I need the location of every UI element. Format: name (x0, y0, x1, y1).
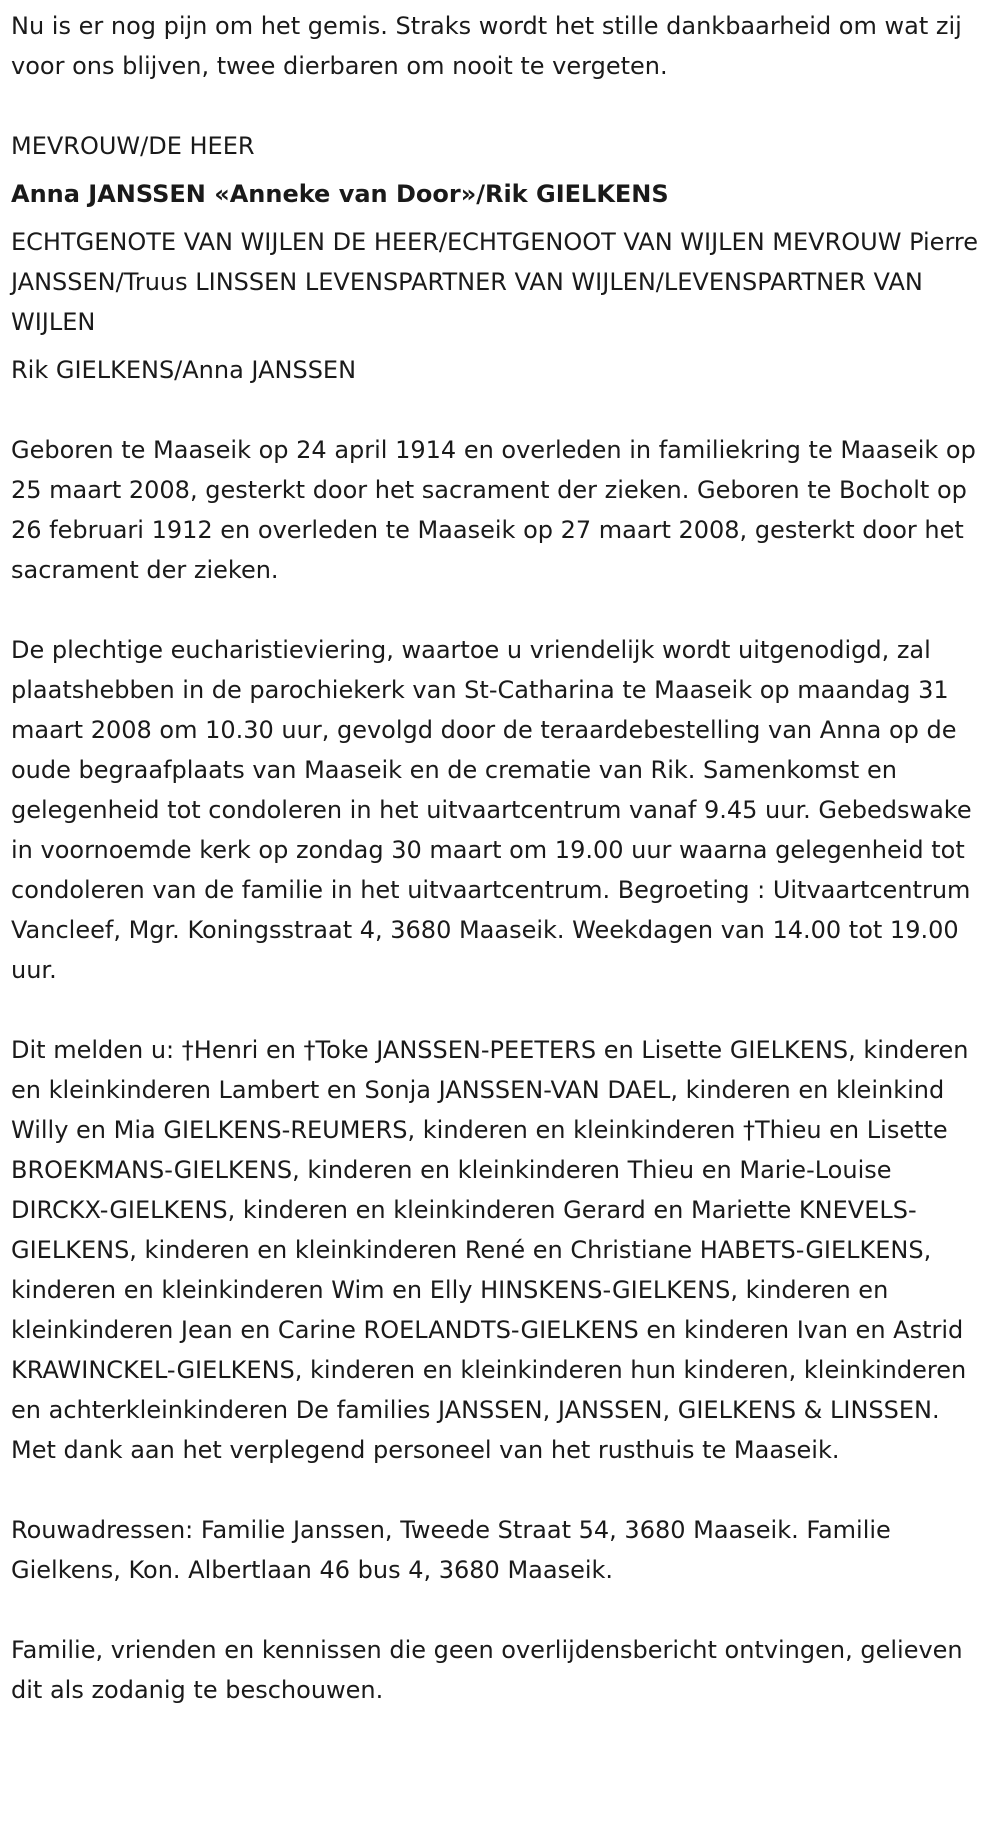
spacer (11, 990, 992, 1030)
ceremony-paragraph: De plechtige eucharistieviering, waartoe u vriendelijk wordt uitgenodigd, zal plaatshebben in de parochiekerk van St-Catharina te Maaseik op maandag 31 maart 2008 om 10.30 uur, gevolgd door de teraardebestelling van Anna op de oude begraafplaats van Maaseik en de crematie van Rik. Samenkomst en gelegenheid tot condoleren in het uitvaartcentrum vanaf 9.45 uur. Gebedswake in voornoemde kerk op zondag 30 maart om 19.00 uur waarna gelegenheid tot condoleren van de familie in het uitvaartcentrum. Begroeting : Uitvaartcentrum Vancleef, Mgr. Koningsstraat 4, 3680 Maaseik. Weekdagen van 14.00 tot 19.00 uur. (11, 636, 972, 984)
spacer (11, 590, 992, 630)
spacer (11, 390, 992, 430)
addresses-paragraph: Rouwadressen: Familie Janssen, Tweede Straat 54, 3680 Maaseik. Familie Gielkens, Kon. Albertlaan 46 bus 4, 3680 Maaseik. (11, 1516, 891, 1584)
partner-names: Rik GIELKENS/Anna JANSSEN (11, 356, 357, 384)
deceased-names: Anna JANSSEN «Anneke van Door»/Rik GIELKENS (11, 180, 669, 208)
salutation: MEVROUW/DE HEER (11, 132, 255, 160)
spacer (11, 86, 992, 126)
relation-title: ECHTGENOTE VAN WIJLEN DE HEER/ECHTGENOOT VAN WIJLEN MEVROUW Pierre JANSSEN/Truus LINSSEN LEVENSPARTNER VAN WIJLEN/LEVENSPARTNER VAN WIJLEN (11, 228, 978, 336)
birth-death-paragraph: Geboren te Maaseik op 24 april 1914 en overleden in familiekring te Maaseik op 25 maart 2008, gesterkt door het sacrament der zieken. Geboren te Bocholt op 26 februari 1912 en overleden te Maaseik op 27 maart 2008, gesterkt door het sacrament der zieken. (11, 436, 976, 584)
spacer (11, 1470, 992, 1510)
family-paragraph: Dit melden u: †Henri en †Toke JANSSEN-PEETERS en Lisette GIELKENS, kinderen en kleinkinderen Lambert en Sonja JANSSEN-VAN DAEL, kinderen en kleinkind Willy en Mia GIELKENS-REUMERS, kinderen en kleinkinderen †Thieu en Lisette BROEKMANS-GIELKENS, kinderen en kleinkinderen Thieu en Marie-Louise DIRCKX-GIELKENS, kinderen en kleinkinderen Gerard en Mariette KNEVELS-GIELKENS, kinderen en kleinkinderen René en Christiane HABETS-GIELKENS, kinderen en kleinkinderen Wim en Elly HINSKENS-GIELKENS, kinderen en kleinkinderen Jean en Carine ROELANDTS-GIELKENS en kinderen Ivan en Astrid KRAWINCKEL-GIELKENS, kinderen en kleinkinderen hun kinderen, kleinkinderen en achterkleinkinderen De families JANSSEN, JANSSEN, GIELKENS & LINSSEN. Met dank aan het verplegend personeel van het rusthuis te Maaseik. (11, 1036, 969, 1464)
spacer (11, 1590, 992, 1630)
intro-paragraph: Nu is er nog pijn om het gemis. Straks wordt het stille dankbaarheid om wat zij voor ons blijven, twee dierbaren om nooit te vergeten. (11, 12, 962, 80)
closing-paragraph: Familie, vrienden en kennissen die geen overlijdensbericht ontvingen, gelieven dit als zodanig te beschouwen. (11, 1636, 963, 1704)
